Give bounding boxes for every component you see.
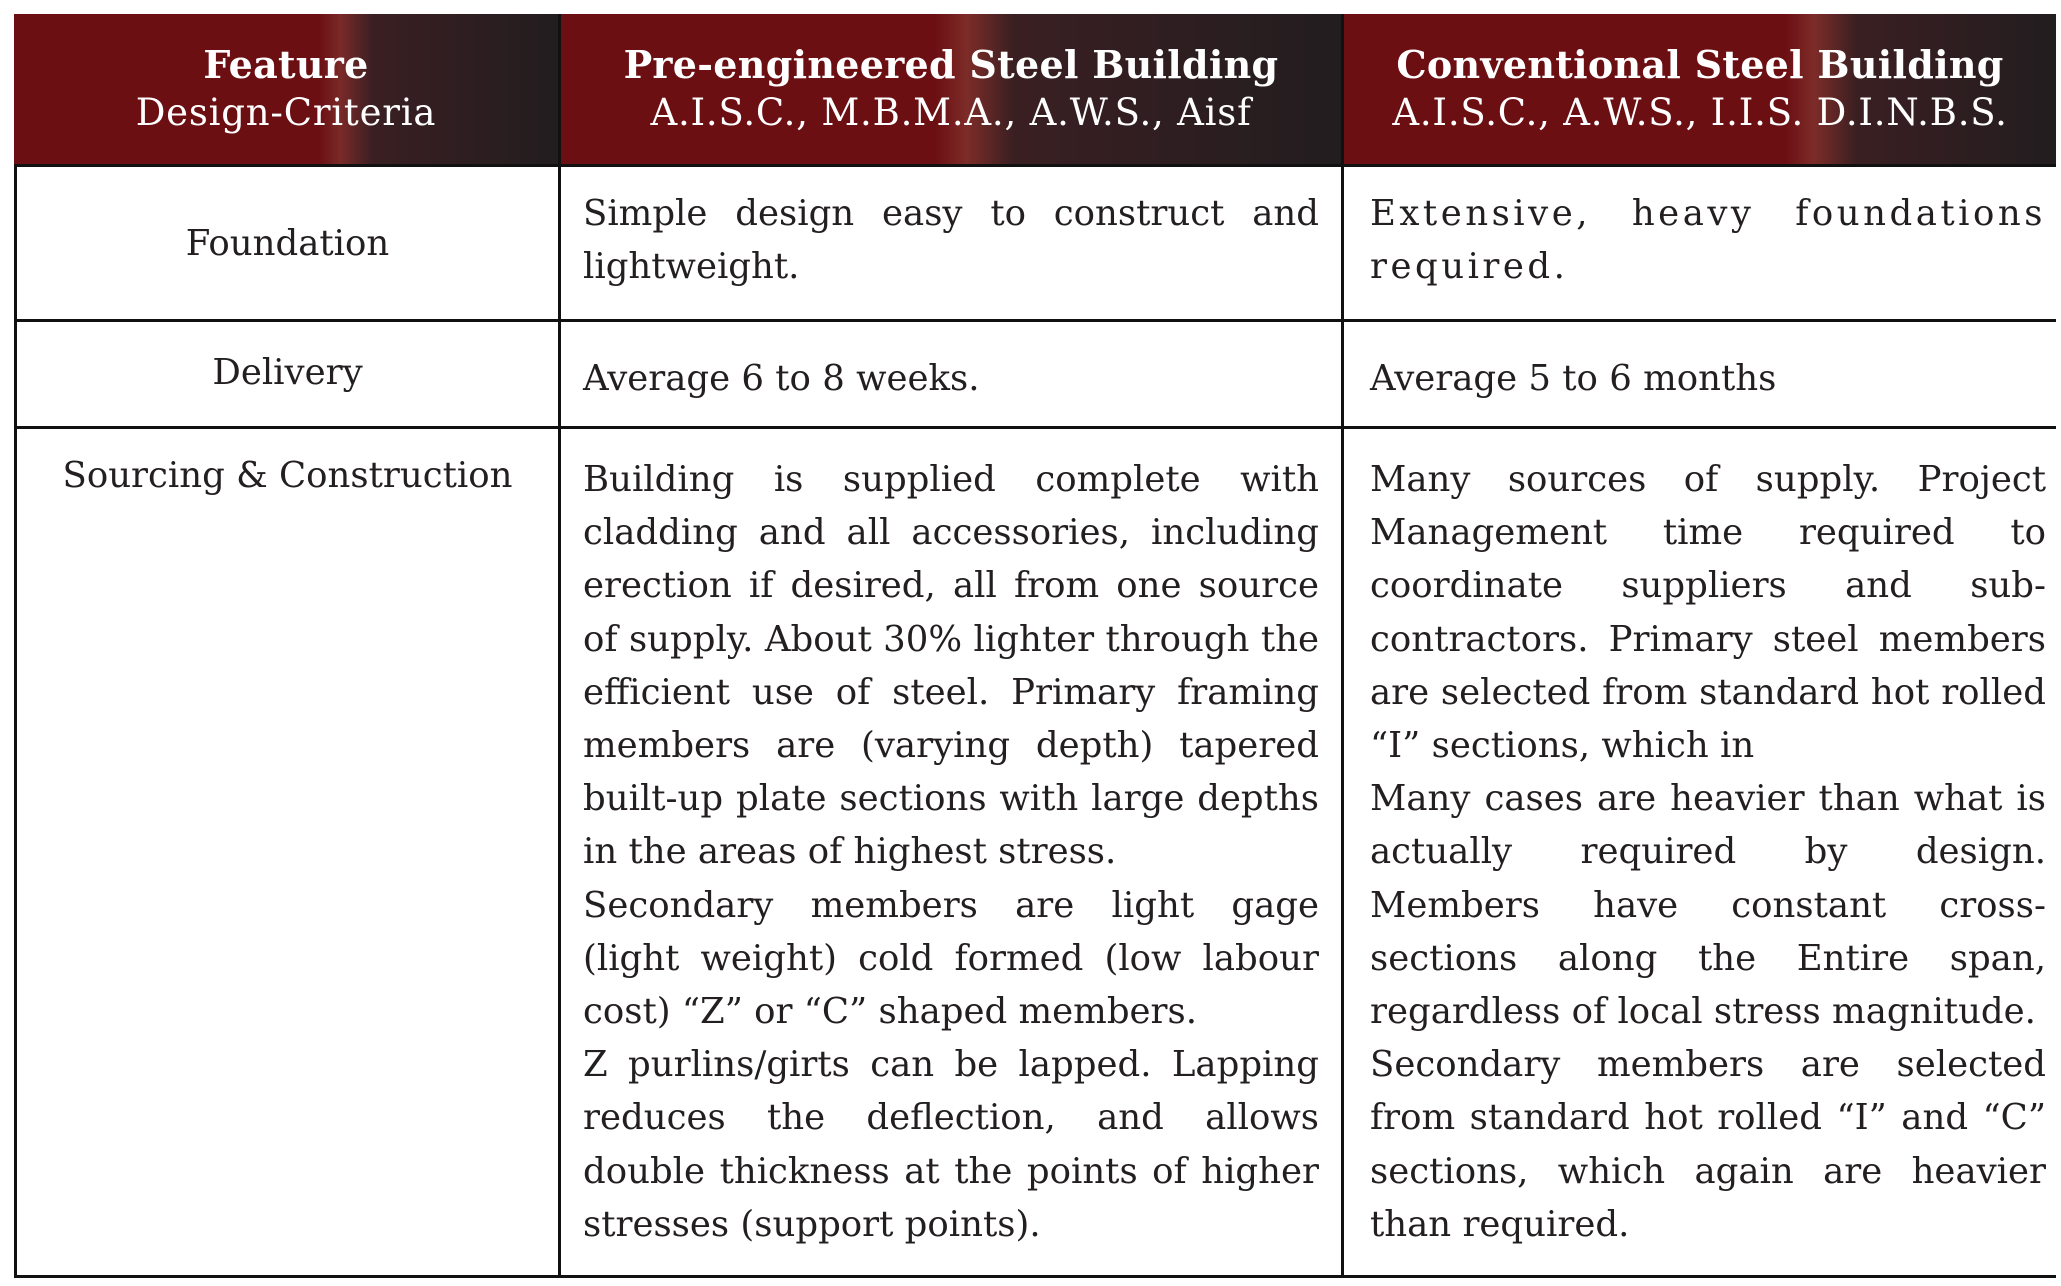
- cell-paragraph: Simple design easy to construct and lightweight.: [583, 193, 1319, 288]
- feature-cell: Sourcing & Construction: [14, 429, 558, 1275]
- header-conventional-title: Conventional Steel Building: [1396, 42, 2004, 87]
- header-pre-engineered-title: Pre-engineered Steel Building: [623, 42, 1279, 87]
- header-feature-title: Feature: [203, 42, 369, 87]
- header-pre-engineered: [558, 14, 1341, 164]
- feature-cell: Delivery: [14, 322, 558, 426]
- cell-paragraph: Many cases are heavier than what is actually required by design. Members have constant cross-sections along the Entire span, regardless of local stress magnitude.: [1370, 778, 2046, 1033]
- cell-paragraph: Secondary members are light gage (light weight) cold formed (low labour cost) “Z” or “C” shaped members.: [583, 884, 1319, 1033]
- comparison-table: [14, 14, 2056, 1278]
- header-conventional-subtitle: A.I.S.C., A.W.S., I.I.S. D.I.N.B.S.: [1392, 91, 2008, 134]
- table-row-sourcing-construction: [14, 426, 2056, 1278]
- pre-engineered-cell: [558, 167, 1341, 319]
- pre-engineered-cell: [558, 429, 1341, 1275]
- header-conventional: [1341, 14, 2056, 164]
- cell-paragraph: Extensive, heavy foundations required.: [1370, 193, 2046, 288]
- header-pre-engineered-subtitle: A.I.S.C., M.B.M.A., A.W.S., Aisf: [650, 91, 1252, 134]
- cell-paragraph: Secondary members are selected from standard hot rolled “I” and “C” sections, which again are heavier than required.: [1370, 1044, 2046, 1245]
- cell-paragraph: Many sources of supply. Project Management time required to coordinate suppliers and sub-contractors. Primary steel members are selected from standard hot rolled “I” sections, which in: [1370, 459, 2046, 767]
- conventional-cell: [1341, 322, 2056, 426]
- table-row-foundation: [14, 164, 2056, 319]
- cell-paragraph: Z purlins/girts can be lapped. Lapping reduces the deflection, and allows double thickness at the points of higher stresses (support points).: [583, 1044, 1319, 1245]
- table-header: [14, 14, 2056, 164]
- conventional-cell: [1341, 429, 2056, 1275]
- feature-cell: Foundation: [14, 167, 558, 319]
- conventional-cell: [1341, 167, 2056, 319]
- pre-engineered-cell: [558, 322, 1341, 426]
- header-feature-subtitle: Design-Criteria: [135, 91, 437, 134]
- cell-paragraph: Average 6 to 8 weeks.: [583, 358, 980, 399]
- header-feature: [14, 14, 558, 164]
- cell-paragraph: Average 5 to 6 months: [1370, 358, 1777, 399]
- cell-paragraph: Building is supplied complete with cladding and all accessories, including erection if desired, all from one source of supply. About 30% lighter through the efficient use of steel. Primary framing members are (varying depth) tapered built-up plate sections with large depths in the areas of highest stress.: [583, 459, 1319, 873]
- table-row-delivery: [14, 319, 2056, 426]
